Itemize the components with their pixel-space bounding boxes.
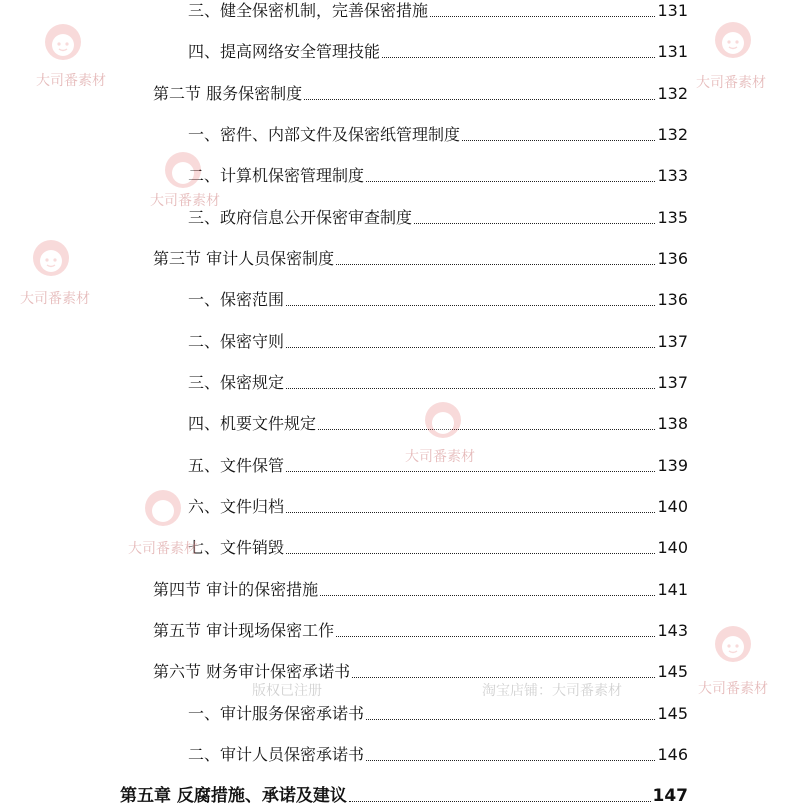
toc-page-number: 145 [657, 662, 688, 681]
toc-page-number: 140 [657, 538, 688, 557]
watermark-registered-text: 版权已注册 [252, 683, 322, 699]
toc-page-number: 138 [657, 414, 688, 433]
dot-leader [366, 719, 655, 720]
toc-entry-label: 二、计算机保密管理制度 [188, 166, 365, 185]
dot-leader [366, 181, 655, 182]
dot-leader [382, 57, 655, 58]
watermark-brand-text: 大司番素材 [20, 291, 90, 307]
toc-entry-label: 五、文件保管 [188, 456, 285, 475]
toc-page-number: 143 [657, 621, 688, 640]
dot-leader [286, 388, 655, 389]
toc-page-number: 131 [657, 1, 688, 20]
dot-leader [286, 471, 655, 472]
toc-page-number: 133 [657, 166, 688, 185]
toc-entry-label: 七、文件销毁 [188, 538, 285, 557]
dot-leader [352, 677, 655, 678]
dot-leader [286, 512, 655, 513]
toc-entry-label: 四、机要文件规定 [188, 414, 317, 433]
toc-entry[interactable] [188, 741, 688, 765]
toc-entry-label: 六、文件归档 [188, 497, 285, 516]
toc-section[interactable] [153, 576, 688, 600]
toc-page-number: 147 [652, 786, 688, 806]
dot-leader [336, 636, 655, 637]
toc-page-number: 132 [657, 84, 688, 103]
toc-entry[interactable] [188, 700, 688, 724]
toc-entry-label: 一、保密范围 [188, 290, 285, 309]
toc-page-number: 139 [657, 456, 688, 475]
toc-entry-label: 第六节 财务审计保密承诺书 [153, 662, 351, 681]
toc-page-number: 131 [657, 42, 688, 61]
watermark-shop-text: 淘宝店铺：大司番素材 [482, 683, 622, 699]
toc-page-number: 140 [657, 497, 688, 516]
toc-entry[interactable] [188, 0, 688, 21]
toc-page-number: 132 [657, 125, 688, 144]
toc-entry-label: 第二节 服务保密制度 [153, 84, 303, 103]
toc-entry-label: 第四节 审计的保密措施 [153, 580, 319, 599]
toc-entry[interactable] [188, 328, 688, 352]
toc-section[interactable] [153, 658, 688, 682]
dot-leader [414, 223, 655, 224]
toc-entry-label: 四、提高网络安全管理技能 [188, 42, 381, 61]
watermark-brand-text: 大司番素材 [698, 681, 768, 697]
toc-entry[interactable] [188, 162, 688, 186]
toc-entry-label: 三、健全保密机制，完善保密措施 [188, 1, 429, 20]
dot-leader [286, 553, 655, 554]
toc-page-number: 136 [657, 290, 688, 309]
toc-entry-label: 第五章 反腐措施、承诺及建议 [120, 786, 347, 806]
toc-entry[interactable] [188, 452, 688, 476]
toc-section[interactable] [153, 617, 688, 641]
toc-entry[interactable] [188, 121, 688, 145]
toc-entry[interactable] [188, 38, 688, 62]
toc-entry[interactable] [188, 204, 688, 228]
toc-entry-label: 三、保密规定 [188, 373, 285, 392]
dot-leader [349, 801, 651, 802]
toc-page-number: 136 [657, 249, 688, 268]
toc-page-number: 135 [657, 208, 688, 227]
toc-page-number: 141 [657, 580, 688, 599]
dot-leader [320, 595, 655, 596]
toc-entry-label: 二、保密守则 [188, 332, 285, 351]
toc-entry-label: 一、密件、内部文件及保密纸管理制度 [188, 125, 461, 144]
toc-entry[interactable] [188, 493, 688, 517]
watermark-brand-text: 大司番素材 [405, 449, 475, 465]
watermark-brand-text: 大司番素材 [696, 75, 766, 91]
dot-leader [430, 16, 655, 17]
toc-chapter[interactable] [120, 782, 688, 806]
dot-leader [304, 99, 655, 100]
toc-entry-label: 三、政府信息公开保密审查制度 [188, 208, 413, 227]
toc-entry-label: 第三节 审计人员保密制度 [153, 249, 335, 268]
toc-entry[interactable] [188, 534, 688, 558]
watermark-brand-text: 大司番素材 [36, 73, 106, 89]
toc-page-number: 137 [657, 373, 688, 392]
toc-entry-label: 一、审计服务保密承诺书 [188, 704, 365, 723]
toc-page-number: 137 [657, 332, 688, 351]
toc-entry[interactable] [188, 410, 688, 434]
dot-leader [336, 264, 655, 265]
dot-leader [286, 347, 655, 348]
toc-entry[interactable] [188, 369, 688, 393]
dot-leader [462, 140, 655, 141]
watermark-brand-text: 大司番素材 [150, 193, 220, 209]
toc-entry-label: 第五节 审计现场保密工作 [153, 621, 335, 640]
toc-section[interactable] [153, 80, 688, 104]
dot-leader [286, 305, 655, 306]
watermark-brand-text: 大司番素材 [128, 541, 198, 557]
toc-section[interactable] [153, 245, 688, 269]
toc-page-number: 145 [657, 704, 688, 723]
toc-page-number: 146 [657, 745, 688, 764]
toc-entry[interactable] [188, 286, 688, 310]
toc-entry-label: 二、审计人员保密承诺书 [188, 745, 365, 764]
dot-leader [318, 429, 655, 430]
dot-leader [366, 760, 655, 761]
